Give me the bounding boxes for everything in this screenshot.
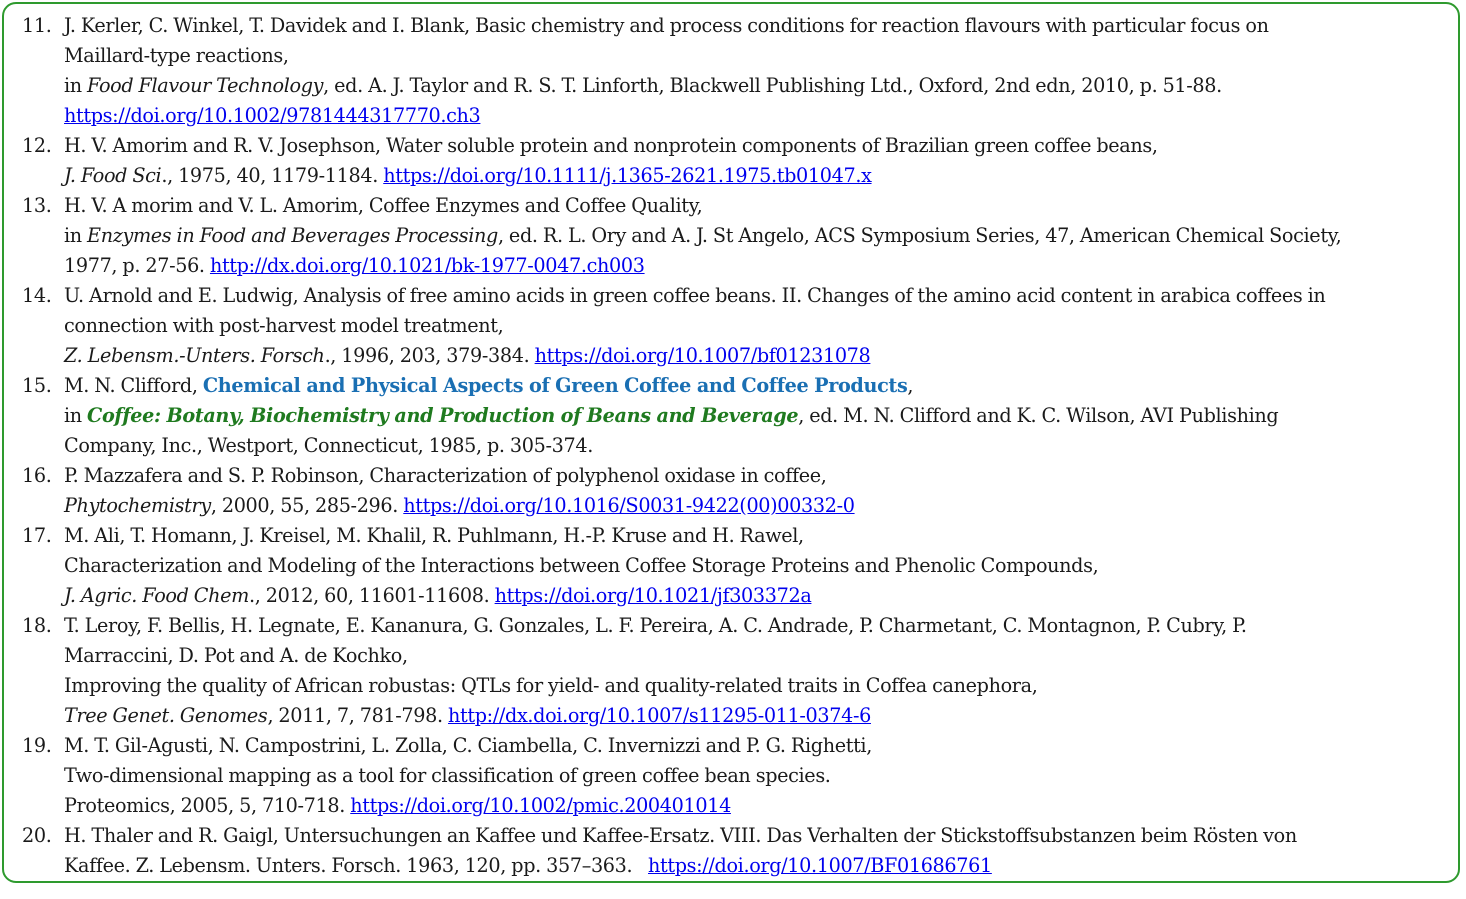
doi-link[interactable]: https://doi.org/10.1002/pmic.200401014 [350,794,731,817]
reference-number: 15. [22,374,52,397]
reference-text: Marraccini, D. Pot and A. de Kochko, [64,644,408,667]
doi-link[interactable]: https://doi.org/10.1021/jf303372a [494,584,812,607]
reference-text: H. V. Amorim and R. V. Josephson, Water soluble protein and nonprotein components of Brazilian green coffee beans, [64,134,1158,157]
reference-number: 12. [22,134,52,157]
doi-link[interactable]: https://doi.org/10.1007/bf01231078 [534,344,871,367]
journal-name: J. Agric. Food Chem [64,584,249,607]
reference-source: in Food Flavour Technology, ed. A. J. Taylor and R. S. T. Linforth, Blackwell Publishing Ltd., Oxford, 2nd edn, 2010, p. 51-88. [64,74,1222,97]
reference-20 [22,821,1452,881]
reference-source: J. Agric. Food Chem., 2012, 60, 11601-11608. https://doi.org/10.1021/jf303372a [64,584,812,607]
book-title: Enzymes in Food and Beverages Processing [87,224,498,247]
reference-17 [22,521,1452,611]
reference-text: Maillard-type reactions, [64,44,289,67]
reference-list [22,11,1452,881]
doi-link[interactable]: https://doi.org/10.1007/BF01686761 [648,854,992,877]
book-title: Coffee: Botany, Biochemistry and Production of Beans and Beverage [87,404,799,427]
reference-14 [22,281,1452,371]
reference-number: 19. [22,734,52,757]
reference-number: 13. [22,194,52,217]
reference-source: 1977, p. 27-56. http://dx.doi.org/10.1021/bk-1977-0047.ch003 [64,254,645,277]
reference-15 [22,371,1452,461]
reference-number: 14. [22,284,52,307]
journal-name: J. Food Sci [64,164,162,187]
reference-number: 20. [22,824,52,847]
reference-source: Proteomics, 2005, 5, 710-718. https://doi.org/10.1002/pmic.200401014 [64,794,731,817]
reference-16 [22,461,1452,521]
doi-link[interactable]: https://doi.org/10.1002/9781444317770.ch3 [64,104,481,127]
reference-12 [22,131,1452,191]
reference-number: 18. [22,614,52,637]
reference-19 [22,731,1452,821]
reference-text: P. Mazzafera and S. P. Robinson, Characterization of polyphenol oxidase in coffee, [64,464,827,487]
journal-name: Tree Genet. Genomes [64,704,268,727]
doi-link[interactable]: http://dx.doi.org/10.1007/s11295-011-0374-6 [448,704,871,727]
reference-source: in Coffee: Botany, Biochemistry and Production of Beans and Beverage, ed. M. N. Clifford and K. C. Wilson, AVI Publishing [64,404,1279,427]
doi-link[interactable]: http://dx.doi.org/10.1021/bk-1977-0047.ch003 [209,254,645,277]
reference-text: J. Kerler, C. Winkel, T. Davidek and I. Blank, Basic chemistry and process conditions for reaction flavours with particular focus on [64,14,1269,37]
reference-source: Company, Inc., Westport, Connecticut, 1985, p. 305-374. [64,434,593,457]
reference-text: M. N. Clifford, Chemical and Physical Aspects of Green Coffee and Coffee Products, [64,374,914,397]
journal-name: Z. Lebensm.-Unters. Forsch [64,344,325,367]
reference-text: H. Thaler and R. Gaigl, Untersuchungen an Kaffee und Kaffee-Ersatz. VIII. Das Verhalten der Stickstoffsubstanzen beim Rösten von [64,824,1297,847]
reference-text: M. T. Gil-Agusti, N. Campostrini, L. Zolla, C. Ciambella, C. Invernizzi and P. G. Righetti, [64,734,872,757]
reference-number: 16. [22,464,52,487]
reference-text: U. Arnold and E. Ludwig, Analysis of free amino acids in green coffee beans. II. Changes of the amino acid content in arabica coffees in [64,284,1326,307]
reference-number: 17. [22,524,52,547]
reference-source: Z. Lebensm.-Unters. Forsch., 1996, 203, 379-384. https://doi.org/10.1007/bf01231078 [64,344,871,367]
reference-source: Phytochemistry, 2000, 55, 285-296. https://doi.org/10.1016/S0031-9422(00)00332-0 [64,494,855,517]
reference-text: M. Ali, T. Homann, J. Kreisel, M. Khalil, R. Puhlmann, H.-P. Kruse and H. Rawel, [64,524,804,547]
reference-source: Tree Genet. Genomes, 2011, 7, 781-798. http://dx.doi.org/10.1007/s11295-011-0374-6 [64,704,871,727]
doi-link[interactable]: https://doi.org/10.1111/j.1365-2621.1975.tb01047.x [383,164,872,187]
chapter-title: Chemical and Physical Aspects of Green Coffee and Coffee Products [202,374,908,397]
reference-source: Kaffee. Z. Lebensm. Unters. Forsch. 1963, 120, pp. 357–363. https://doi.org/10.1007/BF01686761 [64,854,992,877]
reference-number: 11. [22,14,52,37]
reference-text: Two-dimensional mapping as a tool for classification of green coffee bean species. [64,764,831,787]
reference-source: J. Food Sci., 1975, 40, 1179-1184. https://doi.org/10.1111/j.1365-2621.1975.tb01047.x [64,164,872,187]
reference-text: Characterization and Modeling of the Interactions between Coffee Storage Proteins and Phenolic Compounds, [64,554,1099,577]
doi-link[interactable]: https://doi.org/10.1016/S0031-9422(00)00332-0 [403,494,855,517]
reference-text: T. Leroy, F. Bellis, H. Legnate, E. Kananura, G. Gonzales, L. F. Pereira, A. C. Andrade, P. Charmetant, C. Montagnon, P. Cubry, P. [64,614,1247,637]
journal-name: Phytochemistry [64,494,211,517]
reference-source: in Enzymes in Food and Beverages Processing, ed. R. L. Ory and A. J. St Angelo, ACS Symposium Series, 47, American Chemical Society, [64,224,1342,247]
reference-18 [22,611,1452,731]
book-title: Food Flavour Technology [87,74,324,97]
reference-text: Improving the quality of African robustas: QTLs for yield- and quality-related traits in Coffea canephora, [64,674,1038,697]
reference-text: H. V. A morim and V. L. Amorim, Coffee Enzymes and Coffee Quality, [64,194,703,217]
reference-text: connection with post-harvest model treatment, [64,314,504,337]
reference-11 [22,11,1452,131]
reference-13 [22,191,1452,281]
